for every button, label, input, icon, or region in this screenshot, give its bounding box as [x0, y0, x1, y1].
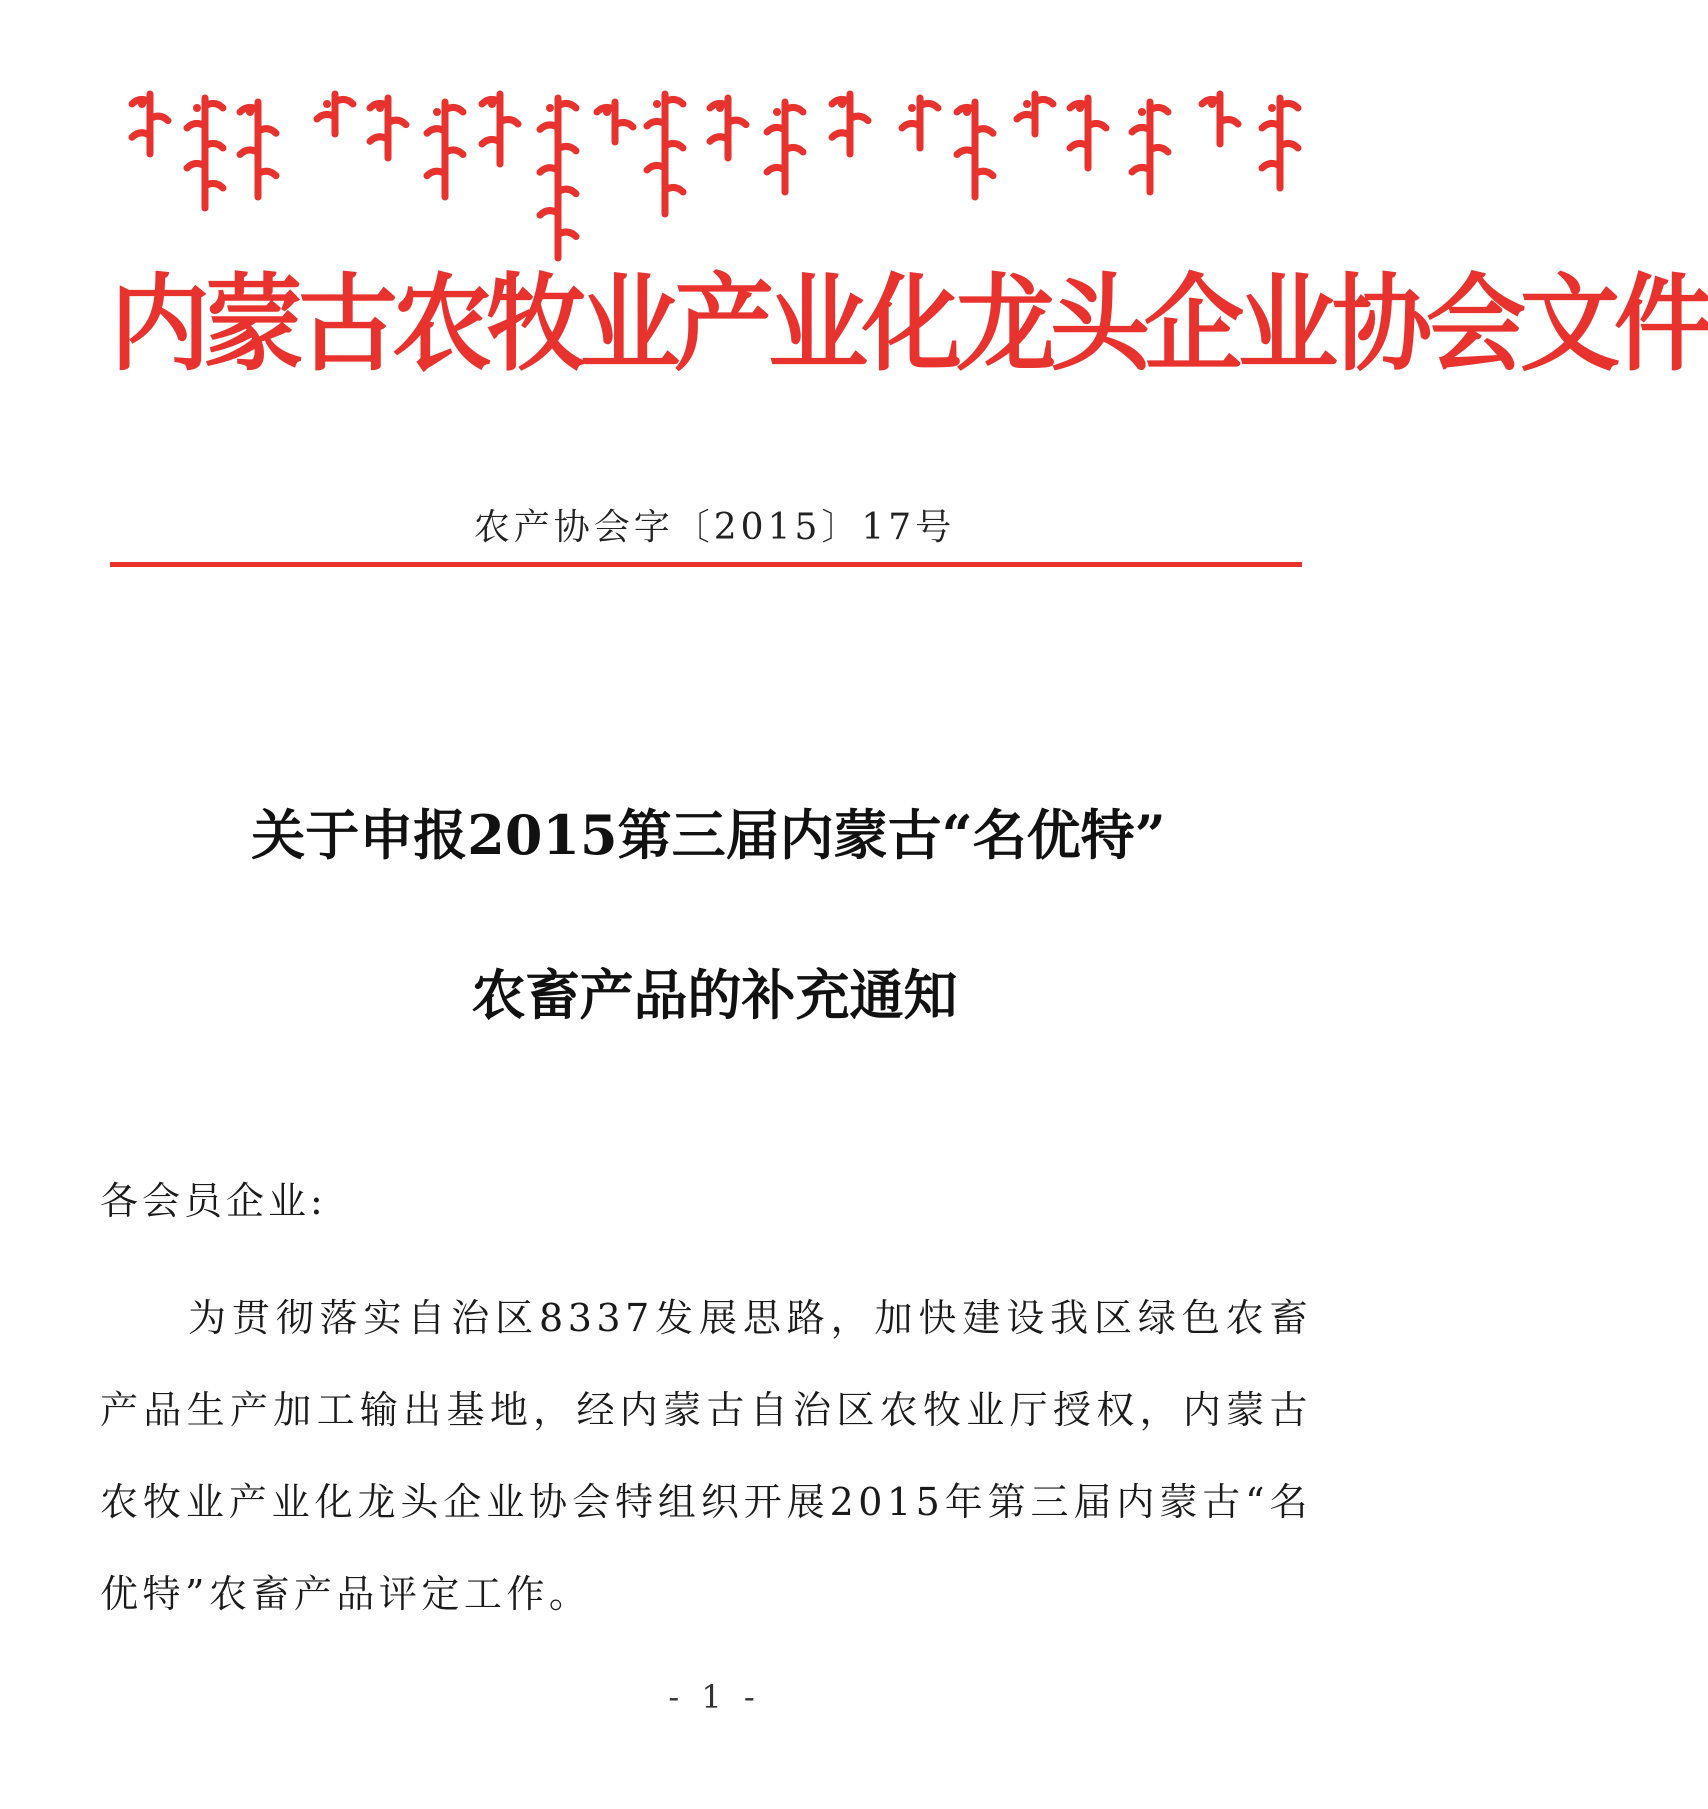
body-paragraph: 为贯彻落实自治区8337发展思路，加快建设我区绿色农畜产品生产加工输出基地，经内蒙古自治区农牧业厅授权，内蒙古农牧业产业化龙头企业协会特组织开展2015年第三届内蒙古“名优特”农畜产品评定工作。 [100, 1296, 1312, 1616]
organization-title: 内蒙古农牧业产业化龙头企业协会文件 [110, 263, 1708, 386]
document-number: 农产协会字〔2015〕17号 [473, 507, 956, 548]
salutation: 各会员企业: [100, 1179, 327, 1223]
page-number: - 1 - [668, 1678, 761, 1716]
mongolian-script-logo [130, 88, 1300, 258]
notice-title-line-1: 关于申报2015第三届内蒙古“名优特” [251, 803, 1166, 867]
red-divider-line [110, 562, 1302, 567]
notice-title-line-2: 农畜产品的补充通知 [471, 963, 958, 1027]
